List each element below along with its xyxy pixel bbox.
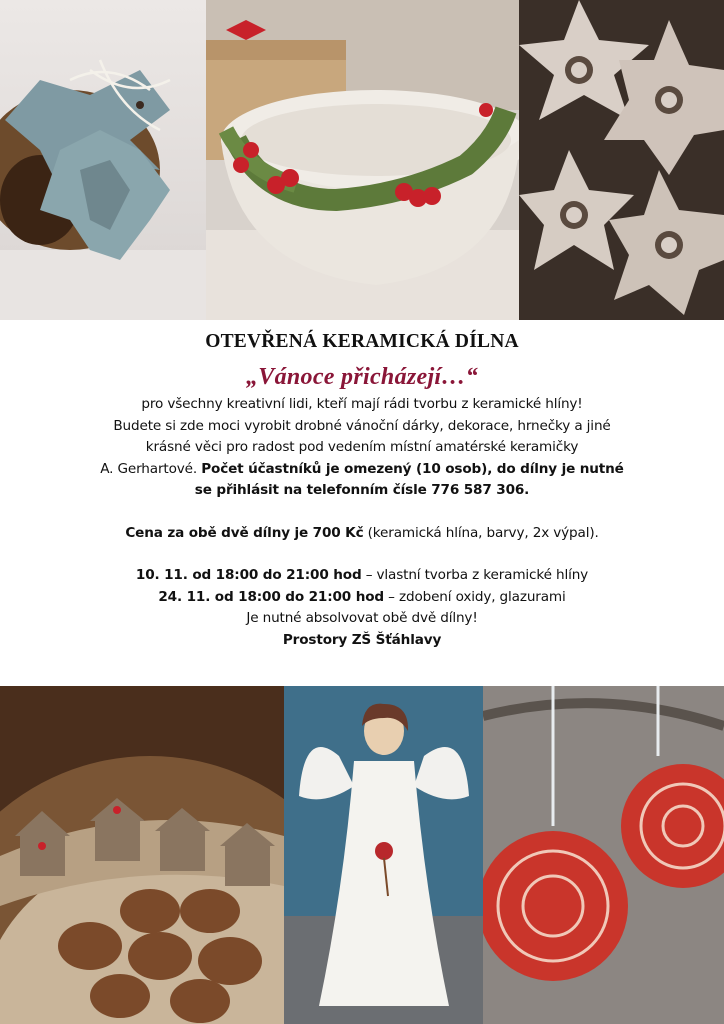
schedule-desc-1: – vlastní tvorba z keramické hlíny: [361, 567, 589, 583]
price-line: [0, 523, 724, 545]
intro-line-1: pro všechny kreativní lidi, kteří mají rádi tvorbu z keramické hlíny!: [141, 396, 583, 412]
capacity-note: Počet účastníků je omezený (10 osob), do dílny je nutné: [201, 460, 624, 477]
attendance-note: Je nutné absolvovat obě dvě dílny!: [246, 610, 478, 626]
intro-line-2: Budete si zde moci vyrobit drobné vánoční dárky, dekorace, hrnečky a jiné: [113, 417, 611, 434]
schedule-date-2: 24. 11. od 18:00 do 21:00 hod: [158, 588, 384, 605]
page-title: OTEVŘENÁ KERAMICKÁ DÍLNA: [205, 331, 519, 352]
photo-red-ornaments: [483, 686, 724, 1024]
schedule-item-2: [0, 587, 724, 609]
venue-name: Prostory ZŠ Šťáhlavy: [282, 631, 442, 648]
photo-stamped-stars: [519, 0, 724, 320]
page-subtitle: „Vánoce přicházejí…“: [246, 364, 478, 390]
photo-holly-bowl: [206, 0, 519, 320]
venue: [0, 630, 724, 652]
intro-line-5: [0, 480, 724, 502]
photo-ceramic-stars-twine: [0, 0, 206, 320]
price-includes: (keramická hlína, barvy, 2x výpal).: [363, 524, 599, 541]
price-amount: Cena za obě dvě dílny je 700 Kč: [125, 524, 364, 541]
instructor-name: A. Gerhartové.: [100, 460, 202, 477]
photo-house-bowl-walnuts: [0, 686, 284, 1024]
schedule-item-1: [0, 565, 724, 587]
intro-line-3: krásné věci pro radost pod vedením místní amatérské keramičky: [145, 439, 579, 455]
photo-angel-figurine: [284, 686, 483, 1024]
registration-phone: se přihlásit na telefonním čísle 776 587 306.: [194, 482, 530, 498]
intro-line-4: [0, 459, 724, 481]
schedule-date-1: 10. 11. od 18:00 do 21:00 hod: [135, 567, 362, 583]
intro-paragraph: [0, 394, 724, 651]
schedule-desc-2: – zdobení oxidy, glazurami: [384, 588, 566, 605]
invitation-text: [0, 322, 724, 684]
